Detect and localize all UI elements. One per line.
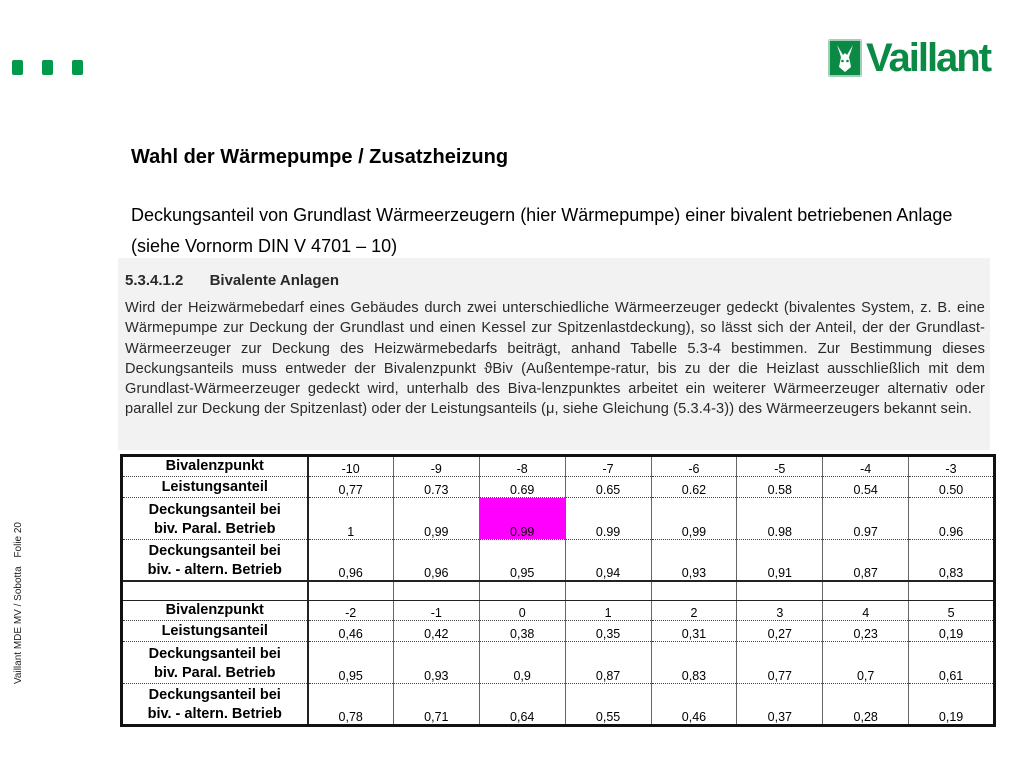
row-label-line: Deckungsanteil bei (148, 542, 281, 559)
row-label-bivalenzpunkt: Bivalenzpunkt (122, 601, 308, 621)
footer-author: Vaillant MDE MV / Sobotta (13, 566, 24, 685)
row-label-altern (122, 683, 308, 725)
table-cell: 0.98 (737, 498, 823, 539)
table-cell: -3 (909, 456, 995, 477)
table-cell: 0,37 (737, 683, 823, 725)
empty-cell (737, 581, 823, 601)
row-label-bivalenzpunkt: Bivalenzpunkt (122, 456, 308, 477)
table-cell: 0.54 (823, 477, 909, 498)
table-cell: -2 (308, 601, 394, 621)
table-row (122, 477, 995, 498)
row-label-leistungsanteil: Leistungsanteil (122, 477, 308, 498)
table-cell: 0,96 (393, 539, 479, 581)
table-cell: 4 (823, 601, 909, 621)
table-cell: 0,71 (393, 683, 479, 725)
table-row (122, 642, 995, 683)
dot-3 (72, 60, 83, 75)
table-row (122, 539, 995, 581)
table-cell: 0,42 (393, 621, 479, 642)
table-cell: 0,27 (737, 621, 823, 642)
logo-wordmark: Vaillant (866, 36, 991, 80)
table-cell: 5 (909, 601, 995, 621)
empty-cell (393, 581, 479, 601)
table-cell: 0,83 (909, 539, 995, 581)
empty-cell (122, 581, 308, 601)
bivalence-table (120, 454, 996, 727)
table-spacer-row (122, 581, 995, 601)
table-cell: -7 (565, 456, 651, 477)
table-cell: 0.73 (393, 477, 479, 498)
row-label-line: Deckungsanteil bei (148, 501, 281, 518)
decorative-dots (12, 60, 92, 80)
table-cell: 0.96 (909, 498, 995, 539)
row-label-line: Deckungsanteil bei (148, 645, 281, 662)
table-cell: 0.69 (479, 477, 565, 498)
row-label-leistungsanteil: Leistungsanteil (122, 621, 308, 642)
table-cell: -6 (651, 456, 737, 477)
table-cell: 0,96 (308, 539, 394, 581)
table-cell: 0,61 (909, 642, 995, 683)
excerpt-section-number: 5.3.4.1.2 (125, 272, 184, 289)
norm-excerpt (118, 258, 990, 450)
empty-cell (479, 581, 565, 601)
table-cell: 0,77 (737, 642, 823, 683)
table-cell: 0,19 (909, 621, 995, 642)
table-cell: 0.97 (823, 498, 909, 539)
row-label-paral (122, 642, 308, 683)
row-label-line: biv. - altern. Betrieb (147, 561, 282, 578)
empty-cell (823, 581, 909, 601)
table-cell: 0,28 (823, 683, 909, 725)
table-cell: 0,78 (308, 683, 394, 725)
table-cell: 0,83 (651, 642, 737, 683)
table-cell: 0,46 (308, 621, 394, 642)
table-cell: 2 (651, 601, 737, 621)
table-row (122, 498, 995, 539)
table-cell: -8 (479, 456, 565, 477)
table-cell: 0,64 (479, 683, 565, 725)
row-label-paral (122, 498, 308, 539)
table-cell: 0.99 (565, 498, 651, 539)
table-cell: 0 (479, 601, 565, 621)
table-cell: 0,77 (308, 477, 394, 498)
table-cell: 0.62 (651, 477, 737, 498)
empty-cell (909, 581, 995, 601)
empty-cell (565, 581, 651, 601)
empty-cell (308, 581, 394, 601)
table-cell: 0,23 (823, 621, 909, 642)
table-cell: 3 (737, 601, 823, 621)
row-label-line: biv. Paral. Betrieb (154, 664, 276, 681)
table-cell: 0,95 (479, 539, 565, 581)
table-cell: 0,7 (823, 642, 909, 683)
table-cell: 0.65 (565, 477, 651, 498)
dot-2 (42, 60, 53, 75)
footer-slide-number: Folie 20 (13, 522, 24, 558)
table-cell: -1 (393, 601, 479, 621)
empty-cell (651, 581, 737, 601)
table-cell: -4 (823, 456, 909, 477)
table-cell: -5 (737, 456, 823, 477)
intro-text: Deckungsanteil von Grundlast Wärmeerzeugern (hier Wärmepumpe) einer bivalent betriebenen Anlage (siehe Vornorm DIN V 4701 – 10) (131, 205, 953, 256)
table-cell: 0,95 (308, 642, 394, 683)
table-cell: 0,99 (393, 498, 479, 539)
table-cell: 0,99 (651, 498, 737, 539)
table-cell: 0,94 (565, 539, 651, 581)
table-row (122, 683, 995, 725)
table-cell: 0,38 (479, 621, 565, 642)
table-cell: 0.58 (737, 477, 823, 498)
highlighted-cell: 0.99 (479, 498, 565, 539)
table-cell: 0,31 (651, 621, 737, 642)
table-cell: 0,55 (565, 683, 651, 725)
table-cell: 0,19 (909, 683, 995, 725)
table-cell: 0,46 (651, 683, 737, 725)
table-cell: 0,93 (651, 539, 737, 581)
page-title: Wahl der Wärmepumpe / Zusatzheizung (131, 146, 509, 168)
table-row (122, 456, 995, 477)
row-label-line: biv. - altern. Betrieb (147, 706, 282, 722)
table-cell: 1 (565, 601, 651, 621)
table-cell: -9 (393, 456, 479, 477)
table-cell: 0.50 (909, 477, 995, 498)
table-cell: 0,93 (393, 642, 479, 683)
dot-1 (12, 60, 23, 75)
table-cell: 1 (308, 498, 394, 539)
excerpt-paragraph: Wird der Heizwärmebedarf eines Gebäudes durch zwei unterschiedliche Wärmeerzeuger gedeckt (bivalentes System, z. B. eine Wärmepumpe zur Deckung der Grundlast und einen Kessel zur Spitzenlastdeckung), so lässt sich der Anteil, der der Grundlast-Wärmeerzeuger zur Deckung des Heizwärmebedarfs beiträgt, anhand Tabelle 5.3-4 bestimmen. Zur Bestimmung dieses Deckungsanteils muss entweder der Bivalenzpunkt ϑBiv (Außentempe-ratur, bis zu der die Heizlast ausschließlich mit dem Grundlast-Wärmeerzeuger gedeckt wird, unterhalb des Biva-lenzpunktes arbeitet ein weiterer Wärmeerzeuger alternativ oder parallel zur Deckung der Spitzenlast) oder der Leistungsanteils (μ, siehe Gleichung (5.3.4-3)) des Wärmeerzeugers bekannt sein. (125, 300, 985, 418)
table-row (122, 621, 995, 642)
vaillant-logo (828, 36, 990, 80)
row-label-line: Deckungsanteil bei (148, 687, 281, 703)
row-label-altern (122, 539, 308, 581)
table-cell: 0,35 (565, 621, 651, 642)
table-cell: 0,9 (479, 642, 565, 683)
table-cell: -10 (308, 456, 394, 477)
table-cell: 0,87 (565, 642, 651, 683)
excerpt-section-title: Bivalente Anlagen (209, 272, 340, 289)
table-cell: 0,87 (823, 539, 909, 581)
row-label-line: biv. Paral. Betrieb (154, 520, 276, 537)
table-row (122, 601, 995, 621)
excerpt-heading (125, 272, 339, 289)
side-footer (13, 453, 27, 753)
table-cell: 0,91 (737, 539, 823, 581)
hare-logo-icon (828, 39, 862, 77)
